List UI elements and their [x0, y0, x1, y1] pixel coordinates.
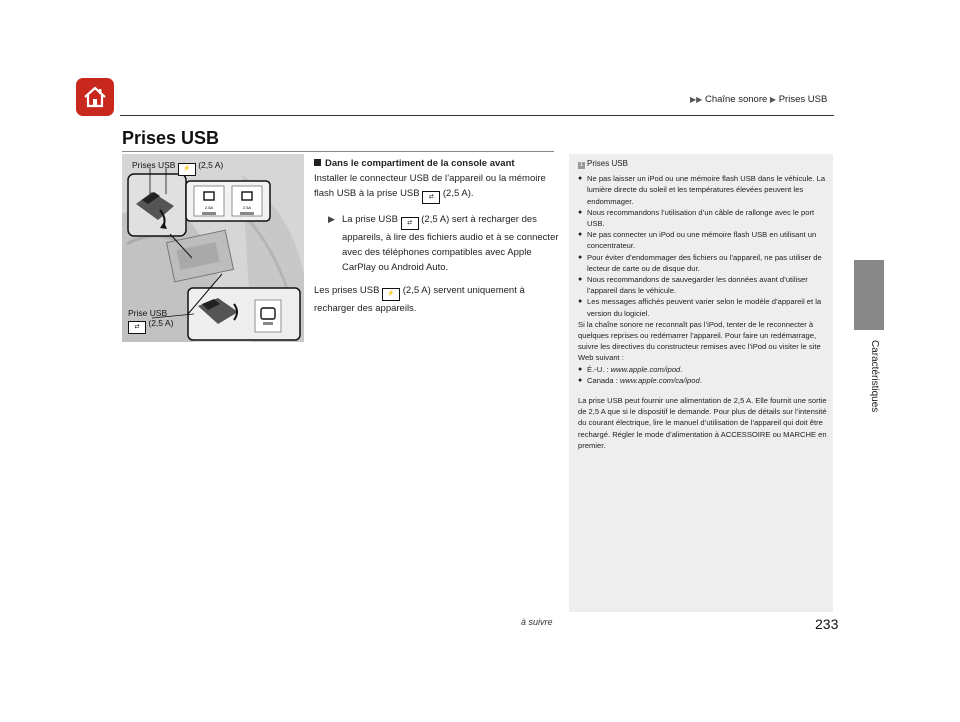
- note-paragraph-power: La prise USB peut fournir une alimentation de 2,5 A. Elle fournit une sortie de 2,5 A que si le dispositif le demande. Pour plus de détails sur l’intensité du courant électrique, lire le manuel d’utilisation de l’appareil qui doit être rechargé. Régler le mode d’alimentation à ACCESSOIRE ou MARCHE en premier.: [578, 396, 827, 450]
- continued-label: à suivre: [521, 617, 553, 627]
- breadcrumb-item-prises-usb[interactable]: Prises USB: [778, 94, 828, 105]
- url-canada-link[interactable]: www.apple.com/ca/ipod: [619, 375, 700, 385]
- note-bullet-list: [578, 173, 828, 319]
- figure-label-prises-usb: Prises USB ⚡ (2,5 A): [132, 160, 223, 176]
- usb-charge-icon: ⚡: [178, 163, 196, 176]
- note-number-badge: 1: [579, 162, 584, 168]
- url-us-link[interactable]: www.apple.com/ipod: [610, 364, 681, 374]
- note-url-canada: ● Canada : www.apple.com/ca/ipod.: [578, 375, 828, 386]
- note-bullet: ● Nous recommandons l’utilisation d’un câble de rallonge avec le port USB.: [578, 207, 828, 229]
- note-bullet: ● Ne pas laisser un iPod ou une mémoire flash USB dans le véhicule. La lumière directe du soleil et les températures élevées peuvent les endommager.: [578, 173, 828, 207]
- paragraph-charge-only: Les prises USB ⚡ (2,5 A) servent uniquement à recharger des appareils.: [314, 285, 525, 314]
- note-url-us: ● É.-U. : www.apple.com/ipod.: [578, 364, 828, 375]
- paragraph-install: Installer le connecteur USB de l’appareil ou la mémoire flash USB à la prise USB ⇄ (2,5 A).: [314, 171, 559, 204]
- notes-content: [578, 158, 828, 451]
- note-bullet: ● Nous recommandons de sauvegarder les données avant d’utiliser l’appareil dans le véhicule.: [578, 274, 828, 296]
- page-number: 233: [815, 616, 839, 632]
- port-rating-2: 2.5A: [242, 205, 252, 210]
- breadcrumb: ▶▶ Chaîne sonore ▶ Prises USB: [690, 94, 828, 105]
- section-heading: Dans le compartiment de la console avant: [314, 156, 559, 171]
- chapter-tab-label: Caractéristiques: [869, 340, 880, 413]
- note-bullet: ● Pour éviter d’endommager des fichiers ou l’appareil, ne pas utiliser de lecteur de carte ou de disque dur.: [578, 252, 828, 274]
- note-bullet: ● Ne pas connecter un iPod ou une mémoire flash USB en utilisant un concentrateur.: [578, 229, 828, 251]
- page-title: Prises USB: [122, 128, 220, 148]
- header-divider: [120, 115, 834, 116]
- usb-port-icon: ⇄: [422, 191, 440, 204]
- usb-port-icon: ⇄: [401, 217, 419, 230]
- chapter-tab[interactable]: [854, 260, 884, 330]
- note-bullet: ● Les messages affichés peuvent varier selon le modèle d’appareil et la version du logiciel.: [578, 296, 828, 318]
- note-url-list: [578, 364, 828, 386]
- paragraph-usb-function: ▶ La prise USB ⇄ (2,5 A) sert à recharger des appareils, à lire des fichiers audio et à se connecter avec des téléphones compatibles avec Apple CarPlay ou Android Auto.: [328, 214, 559, 273]
- main-content: [314, 156, 559, 324]
- port-rating-1: 2.5A: [204, 205, 214, 210]
- figure-label-prise-usb: Prise USB ⇄ (2,5 A): [128, 308, 173, 334]
- note-paragraph-reconnect: Si la chaîne sonore ne reconnaît pas l’iPod, tenter de le reconnecter à quelques reprises ou redémarrer l’appareil. Pour faire un redémarrage, suivre les directives du constructeur remises avec l’iPod ou visiter le site Web suivant :: [578, 319, 821, 363]
- usb-charge-icon: ⚡: [382, 288, 400, 301]
- breadcrumb-item-chaine-sonore[interactable]: Chaîne sonore: [704, 94, 768, 105]
- title-divider: [122, 151, 554, 152]
- home-icon[interactable]: [76, 78, 114, 116]
- usb-port-icon: ⇄: [128, 321, 146, 334]
- note-title: 1 Prises USB: [579, 159, 628, 168]
- console-usb-illustration: [122, 154, 304, 342]
